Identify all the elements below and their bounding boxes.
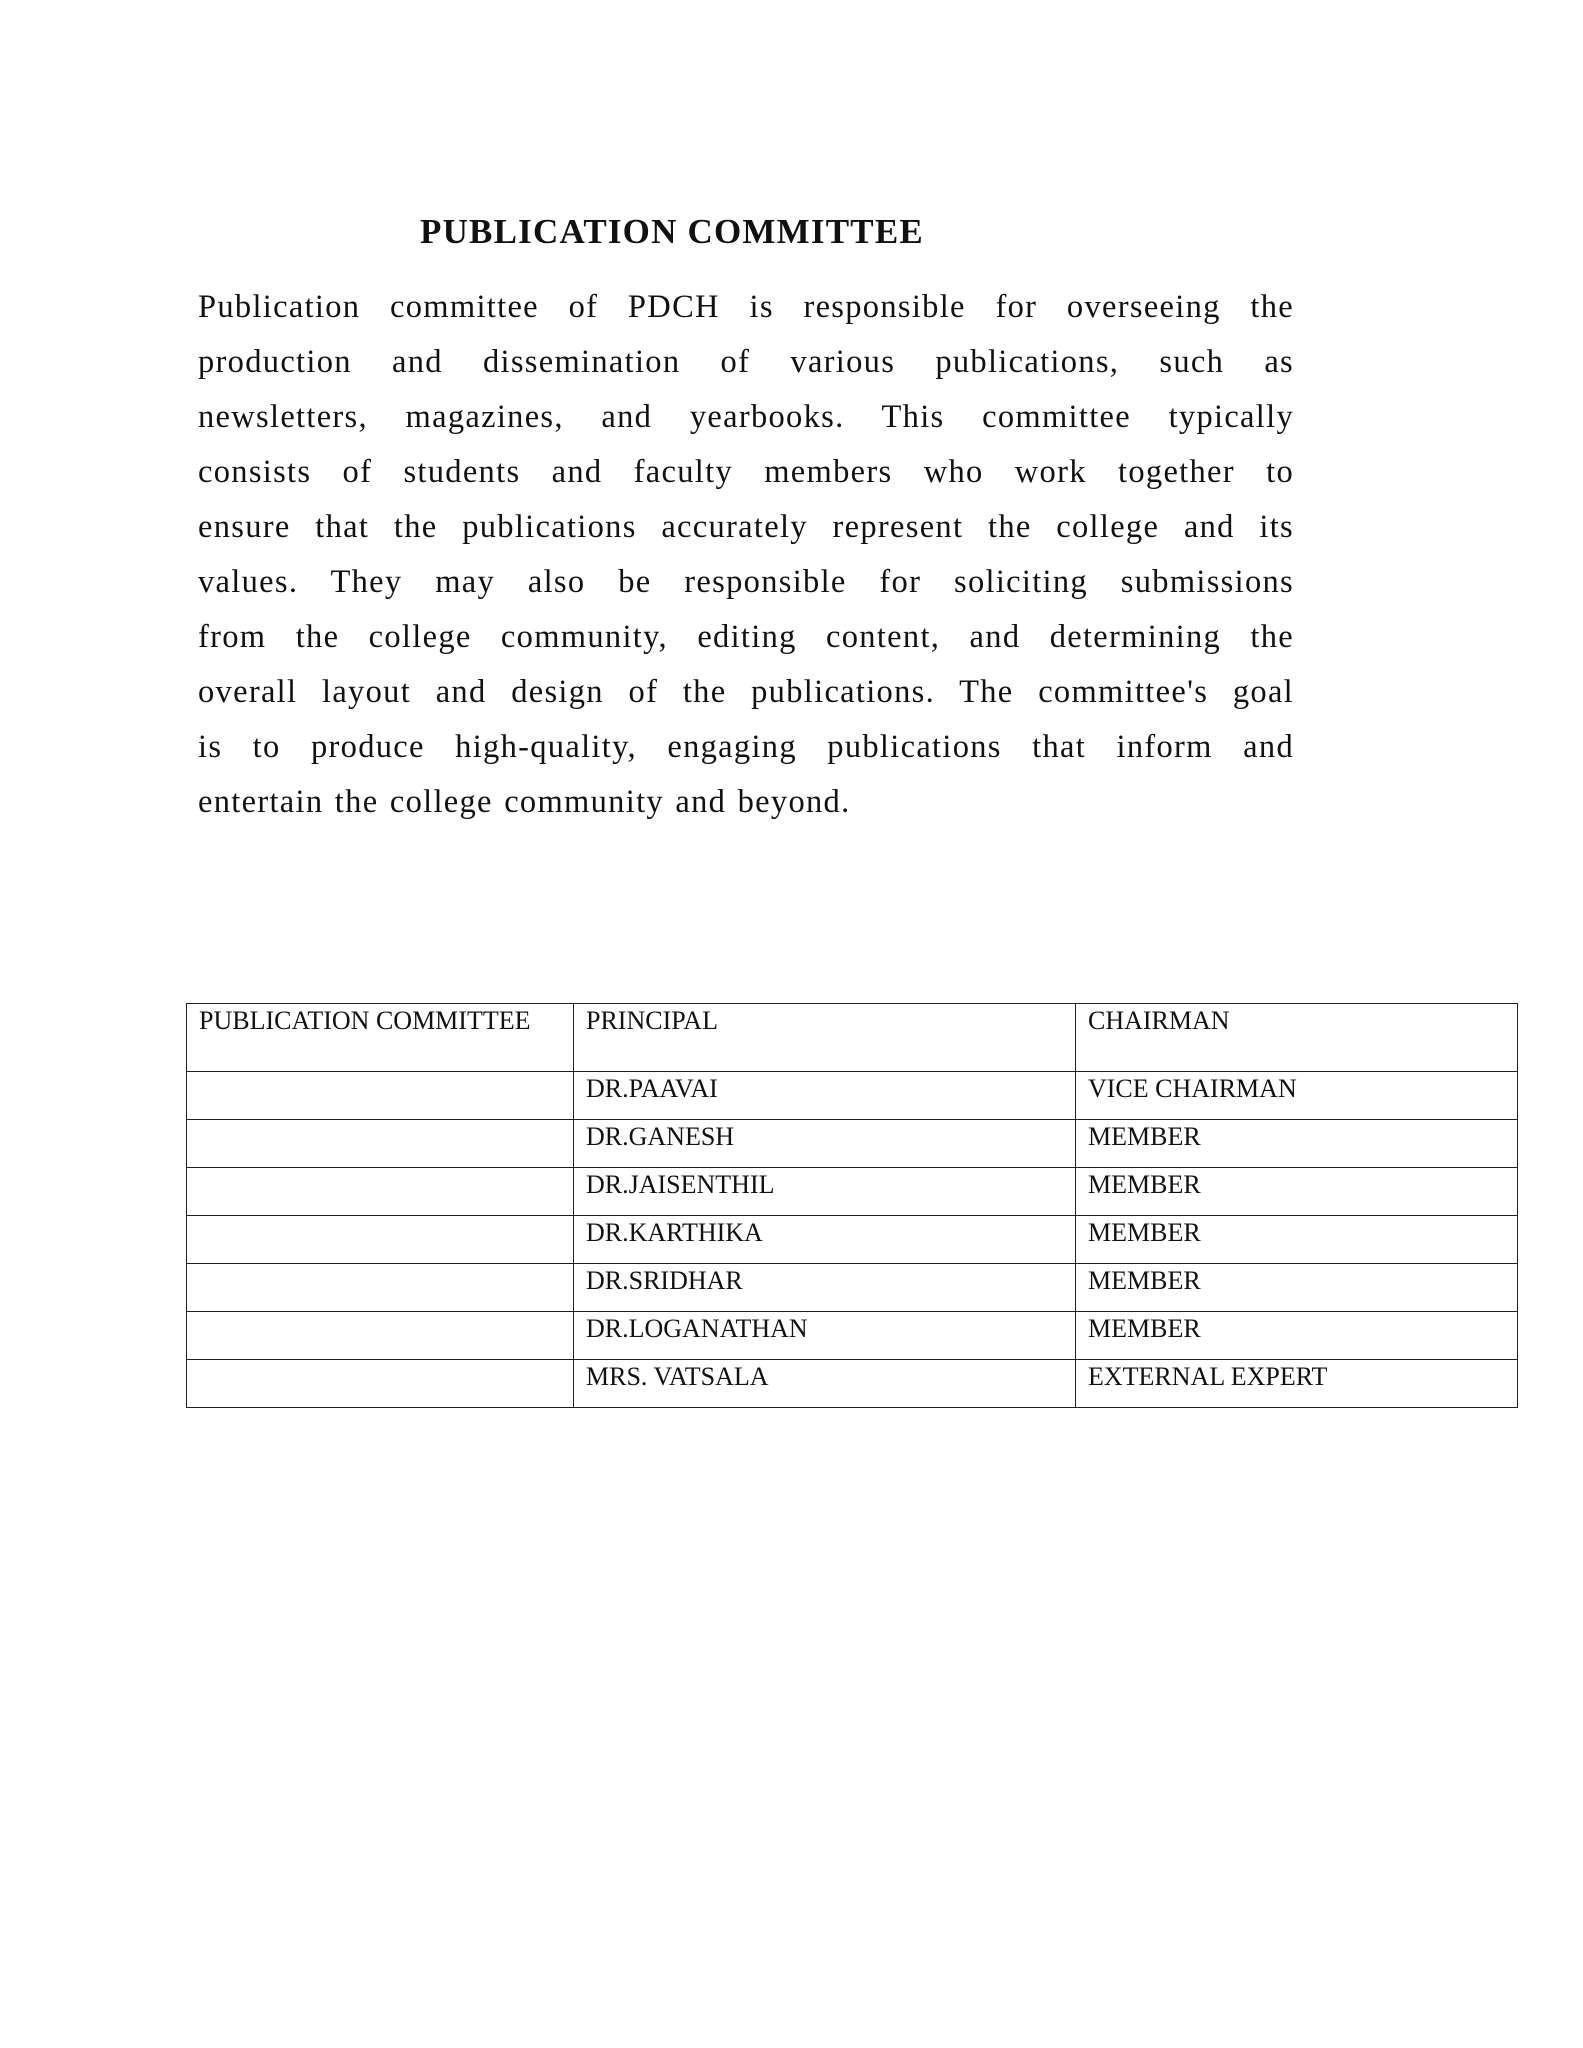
member-role-cell: MEMBER	[1076, 1312, 1518, 1360]
member-name-cell: DR.PAAVAI	[574, 1072, 1076, 1120]
committee-cell	[187, 1312, 574, 1360]
page-title: PUBLICATION COMMITTEE	[420, 212, 924, 251]
table-row	[187, 1216, 1518, 1264]
paragraph-line: consists of students and faculty members who work together to	[198, 454, 1294, 490]
member-name-cell: DR.KARTHIKA	[574, 1216, 1076, 1264]
member-role-cell: MEMBER	[1076, 1264, 1518, 1312]
paragraph-line: Publication committee of PDCH is responsible for overseeing the	[198, 289, 1294, 325]
intro-paragraph	[198, 280, 1294, 830]
member-role-cell: CHAIRMAN	[1076, 1004, 1518, 1072]
member-name-cell: DR.SRIDHAR	[574, 1264, 1076, 1312]
table-row	[187, 1264, 1518, 1312]
table-row	[187, 1312, 1518, 1360]
committee-cell	[187, 1264, 574, 1312]
member-role-cell: VICE CHAIRMAN	[1076, 1072, 1518, 1120]
member-role-cell: EXTERNAL EXPERT	[1076, 1360, 1518, 1408]
committee-cell	[187, 1120, 574, 1168]
table-row	[187, 1168, 1518, 1216]
committee-name-cell: PUBLICATION COMMITTEE	[187, 1004, 574, 1072]
table-header-row	[187, 1004, 1518, 1072]
member-role-cell: MEMBER	[1076, 1168, 1518, 1216]
committee-cell	[187, 1216, 574, 1264]
table-row	[187, 1072, 1518, 1120]
paragraph-line: overall layout and design of the publications. The committee's goal	[198, 674, 1294, 710]
paragraph-line: production and dissemination of various publications, such as	[198, 344, 1294, 380]
member-name-cell: MRS. VATSALA	[574, 1360, 1076, 1408]
member-name-cell: DR.GANESH	[574, 1120, 1076, 1168]
paragraph-line: is to produce high-quality, engaging publications that inform and	[198, 729, 1294, 765]
paragraph-line: ensure that the publications accurately represent the college and its	[198, 509, 1294, 545]
member-role-cell: MEMBER	[1076, 1120, 1518, 1168]
table-row	[187, 1120, 1518, 1168]
committee-cell	[187, 1072, 574, 1120]
committee-cell	[187, 1360, 574, 1408]
paragraph-line: from the college community, editing content, and determining the	[198, 619, 1294, 655]
member-name-cell: DR.JAISENTHIL	[574, 1168, 1076, 1216]
paragraph-line: newsletters, magazines, and yearbooks. This committee typically	[198, 399, 1294, 435]
member-name-cell: PRINCIPAL	[574, 1004, 1076, 1072]
paragraph-line: values. They may also be responsible for soliciting submissions	[198, 564, 1294, 600]
committee-table	[186, 1003, 1518, 1408]
paragraph-line: entertain the college community and beyond.	[198, 784, 851, 820]
member-name-cell: DR.LOGANATHAN	[574, 1312, 1076, 1360]
committee-cell	[187, 1168, 574, 1216]
table-row	[187, 1360, 1518, 1408]
member-role-cell: MEMBER	[1076, 1216, 1518, 1264]
